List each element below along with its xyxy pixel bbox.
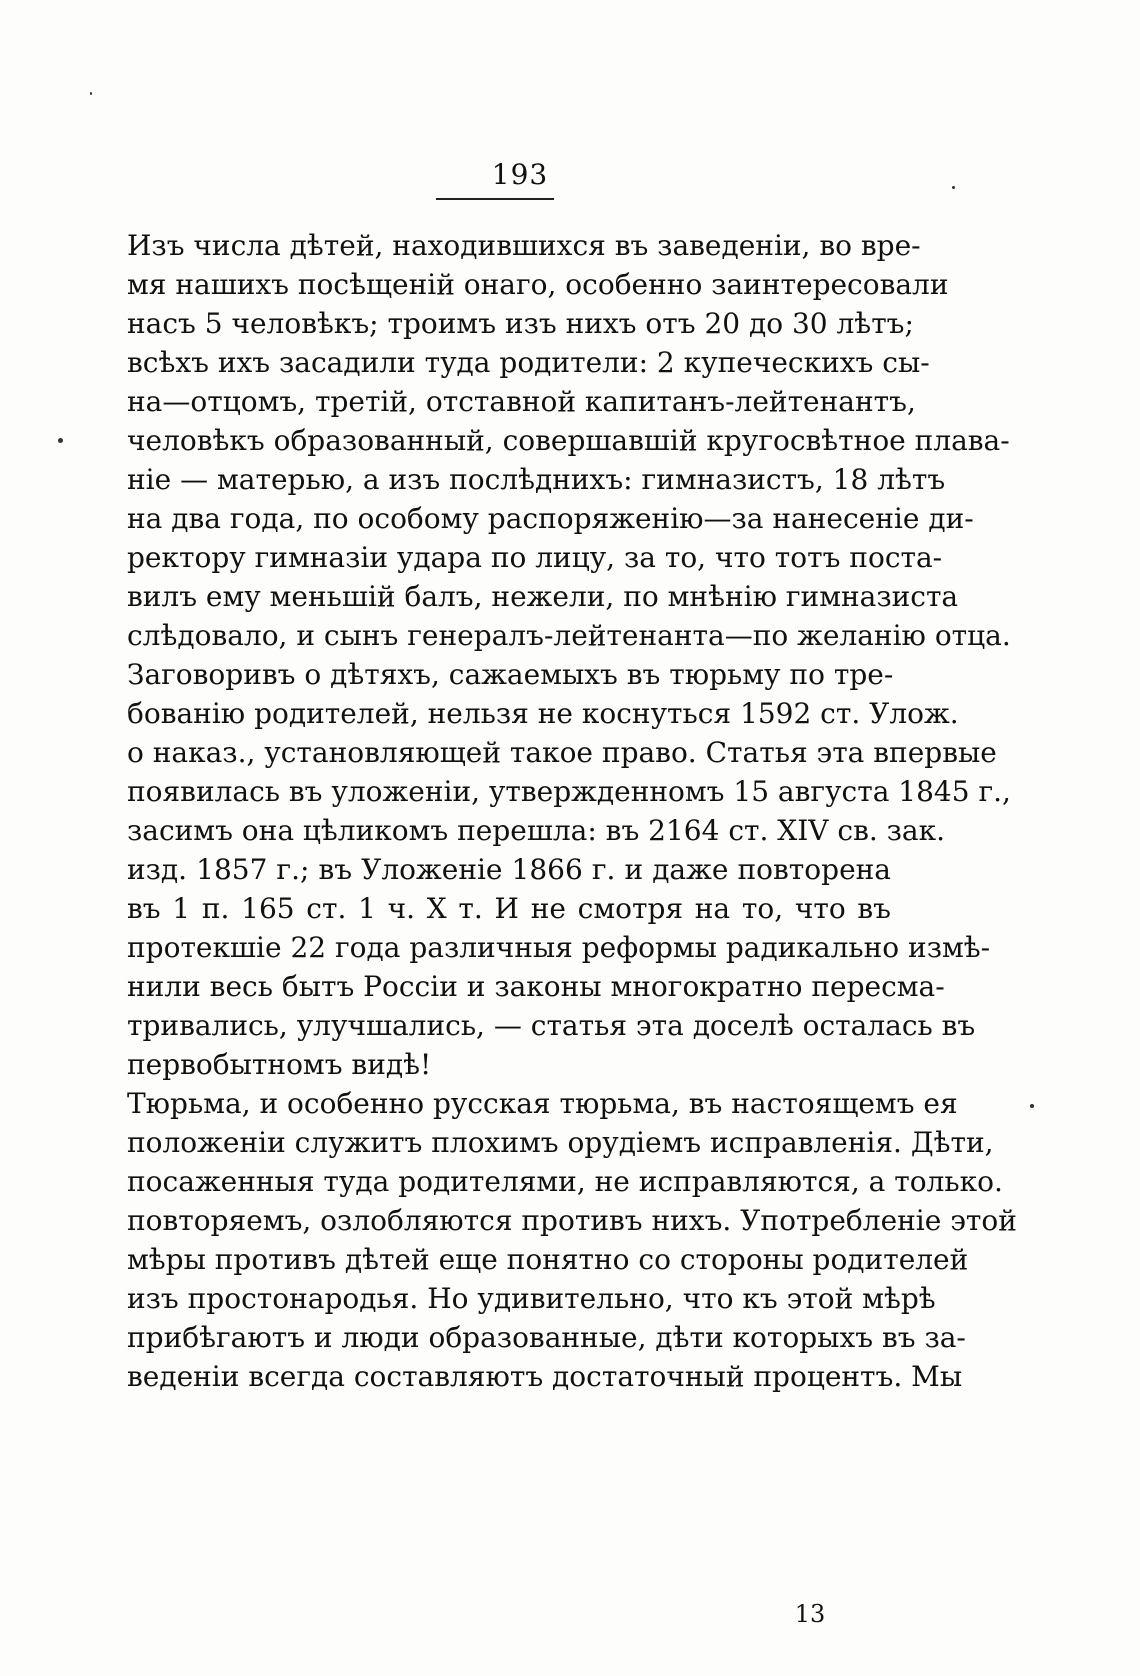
text-line: протекшіе 22 года различныя реформы радикально измѣ- (127, 931, 991, 964)
text-line: изд. 1857 г.; въ Уложеніе 1866 г. и даже повторена (127, 853, 891, 886)
text-line: появилась въ уложеніи, утвержденномъ 15 августа 1845 г., (127, 775, 1011, 808)
text-line: засимъ она цѣликомъ перешла: въ 2164 ст. XIV св. зак. (127, 814, 946, 847)
text-line: всѣхъ ихъ засадили туда родители: 2 купеческихъ сы- (127, 346, 930, 379)
text-line: Изъ числа дѣтей, находившихся въ заведеніи, во вре- (127, 229, 921, 262)
text-line: Тюрьма, и особенно русская тюрьма, въ настоящемъ ея (127, 1087, 958, 1120)
print-speck (952, 186, 955, 189)
print-speck (1030, 1104, 1034, 1108)
text-line: нили весь бытъ Россіи и законы многократно пересма- (127, 970, 945, 1003)
header-rule (436, 198, 554, 200)
text-line: насъ 5 человѣкъ; троимъ изъ нихъ отъ 20 до 30 лѣтъ; (127, 307, 914, 340)
text-line: посаженныя туда родителями, не исправляются, а только. (127, 1165, 1003, 1198)
text-line: прибѣгаютъ и люди образованные, дѣти которыхъ въ за- (127, 1321, 966, 1354)
text-line: человѣкъ образованный, совершавшій кругосвѣтное плава- (127, 424, 1010, 457)
body-text (127, 226, 1017, 1396)
text-line: на—отцомъ, третій, отставной капитанъ-лейтенантъ, (127, 385, 916, 418)
text-line: на два года, по особому распоряженію—за нанесеніе ди- (127, 502, 974, 535)
text-line: ніе — матерью, а изъ послѣднихъ: гимназистъ, 18 лѣтъ (127, 463, 946, 496)
text-line: вилъ ему меньшій балъ, нежели, по мнѣнію гимназиста (127, 580, 959, 613)
text-line: мѣры противъ дѣтей еще понятно со стороны родителей (127, 1243, 969, 1276)
text-line: о наказ., установляющей такое право. Статья эта впервые (127, 736, 997, 769)
text-line: слѣдовало, и сынъ генералъ-лейтенанта—по желанію отца. (127, 619, 1011, 652)
page-number: 193 (491, 158, 549, 191)
text-line: изъ простонародья. Но удивительно, что къ этой мѣрѣ (127, 1282, 936, 1315)
text-line: первобытномъ видѣ! (127, 1048, 432, 1081)
text-line: Заговоривъ о дѣтяхъ, сажаемыхъ въ тюрьму по тре- (127, 658, 894, 691)
text-line: тривались, улучшались, — статья эта доселѣ осталась въ (127, 1009, 976, 1042)
text-line: веденіи всегда составляютъ достаточный процентъ. Мы (127, 1360, 963, 1393)
text-line: бованію родителей, нельзя не коснуться 1592 ст. Улож. (127, 697, 959, 730)
text-line: ректору гимназіи удара по лицу, за то, что тотъ поста- (127, 541, 943, 574)
text-line: положеніи служитъ плохимъ орудіемъ исправленія. Дѣти, (127, 1126, 994, 1159)
text-line: въ 1 п. 165 ст. 1 ч. X т. И не смотря на то, что въ (127, 892, 891, 925)
text-line: мя нашихъ посѣщеній онаго, особенно заинтересовали (127, 268, 949, 301)
print-speck (58, 438, 63, 443)
signature-mark: 13 (794, 1600, 826, 1628)
print-speck (90, 92, 92, 95)
text-line: повторяемъ, озлобляются противъ нихъ. Употребленіе этой (127, 1204, 1017, 1237)
